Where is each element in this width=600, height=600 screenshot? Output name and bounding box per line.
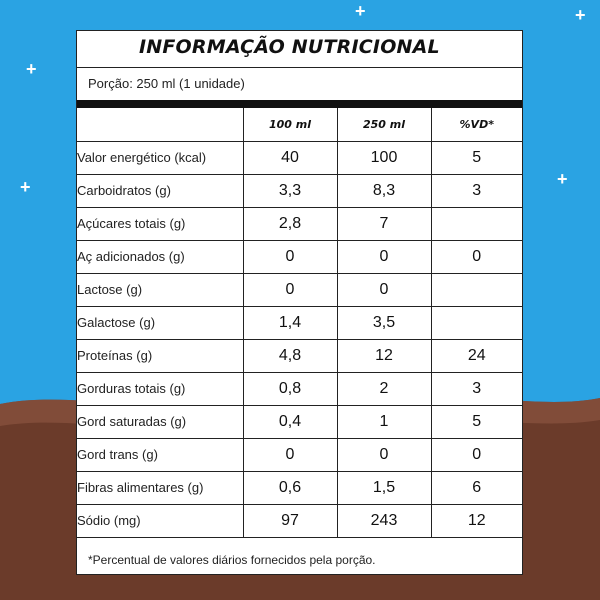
nutrition-facts-panel	[76, 30, 523, 575]
divider-bar	[77, 100, 522, 108]
table-row	[77, 504, 522, 537]
value-per-250ml: 2	[337, 372, 431, 405]
sparkle-icon: +	[20, 177, 31, 197]
daily-value-percent: 5	[431, 405, 522, 438]
table-row	[77, 141, 522, 174]
value-per-250ml: 100	[337, 141, 431, 174]
nutrient-label: Carboidratos (g)	[77, 174, 243, 207]
sparkle-icon: +	[26, 59, 37, 79]
table-row	[77, 405, 522, 438]
sparkle-icon: +	[575, 5, 586, 25]
column-header: 100 ml	[243, 108, 337, 141]
value-per-250ml: 1,5	[337, 471, 431, 504]
daily-value-percent: 3	[431, 372, 522, 405]
table-row	[77, 207, 522, 240]
daily-value-percent: 5	[431, 141, 522, 174]
nutrient-label: Gord trans (g)	[77, 438, 243, 471]
value-per-100ml: 4,8	[243, 339, 337, 372]
table-row	[77, 372, 522, 405]
nutrient-label: Gorduras totais (g)	[77, 372, 243, 405]
table-row	[77, 471, 522, 504]
sparkle-icon: +	[557, 169, 568, 189]
nutrient-label: Galactose (g)	[77, 306, 243, 339]
nutrition-table	[77, 108, 522, 538]
daily-value-percent: 6	[431, 471, 522, 504]
value-per-250ml: 0	[337, 240, 431, 273]
daily-value-percent: 24	[431, 339, 522, 372]
table-row	[77, 240, 522, 273]
nutrient-label: Gord saturadas (g)	[77, 405, 243, 438]
daily-value-percent: 3	[431, 174, 522, 207]
daily-value-percent	[431, 273, 522, 306]
value-per-250ml: 8,3	[337, 174, 431, 207]
portion-text: Porção: 250 ml (1 unidade)	[88, 76, 245, 91]
value-per-100ml: 3,3	[243, 174, 337, 207]
value-per-100ml: 2,8	[243, 207, 337, 240]
table-row	[77, 174, 522, 207]
value-per-250ml: 0	[337, 438, 431, 471]
daily-value-percent	[431, 207, 522, 240]
value-per-100ml: 97	[243, 504, 337, 537]
daily-value-percent: 0	[431, 438, 522, 471]
table-header-row	[77, 108, 522, 141]
nutrient-label: Proteínas (g)	[77, 339, 243, 372]
value-per-100ml: 0,8	[243, 372, 337, 405]
table-row	[77, 306, 522, 339]
value-per-100ml: 40	[243, 141, 337, 174]
value-per-100ml: 0	[243, 240, 337, 273]
nutrient-label: Fibras alimentares (g)	[77, 471, 243, 504]
table-row	[77, 438, 522, 471]
column-header: 250 ml	[337, 108, 431, 141]
value-per-250ml: 1	[337, 405, 431, 438]
value-per-100ml: 0,4	[243, 405, 337, 438]
sparkle-icon: +	[355, 1, 366, 21]
nutrient-label: Aç adicionados (g)	[77, 240, 243, 273]
value-per-250ml: 243	[337, 504, 431, 537]
value-per-100ml: 0	[243, 438, 337, 471]
value-per-250ml: 3,5	[337, 306, 431, 339]
value-per-250ml: 0	[337, 273, 431, 306]
daily-value-percent	[431, 306, 522, 339]
value-per-100ml: 0,6	[243, 471, 337, 504]
daily-value-percent: 0	[431, 240, 522, 273]
column-header	[77, 108, 243, 141]
table-row	[77, 273, 522, 306]
value-per-250ml: 7	[337, 207, 431, 240]
value-per-100ml: 1,4	[243, 306, 337, 339]
portion-row	[77, 67, 522, 100]
footnote-text: *Percentual de valores diários fornecidos pela porção.	[88, 553, 376, 567]
column-header: %VD*	[431, 108, 522, 141]
panel-title: INFORMAÇÃO NUTRICIONAL	[139, 36, 440, 58]
value-per-100ml: 0	[243, 273, 337, 306]
daily-value-percent: 12	[431, 504, 522, 537]
panel-title-row	[77, 31, 522, 68]
table-row	[77, 339, 522, 372]
nutrient-label: Sódio (mg)	[77, 504, 243, 537]
value-per-250ml: 12	[337, 339, 431, 372]
nutrient-label: Açúcares totais (g)	[77, 207, 243, 240]
nutrient-label: Valor energético (kcal)	[77, 141, 243, 174]
nutrient-label: Lactose (g)	[77, 273, 243, 306]
